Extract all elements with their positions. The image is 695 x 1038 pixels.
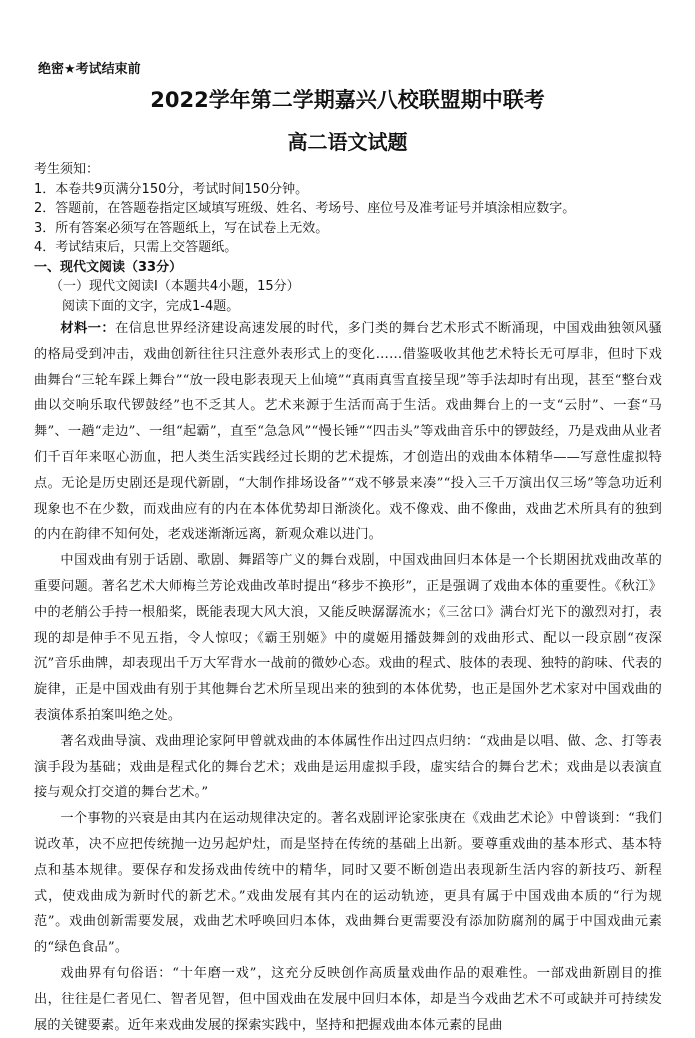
passage-paragraph: 著名戏曲导演、戏曲理论家阿甲曾就戏曲的本体属性作出过四点归纳：“戏曲是以唱、做、念、打等表演手段为基础；戏曲是程式化的舞台艺术；戏曲是运用虚拟手段，虚实结合的舞台艺术；戏曲是以表演直接与观众打交道的舞台艺术。”: [34, 733, 662, 801]
candidate-notice: [34, 160, 674, 316]
reading-passage: [34, 316, 662, 1038]
exam-title: 2022学年第二学期嘉兴八校联盟期中联考: [150, 88, 545, 112]
notice-item: 2．答题前，在答题卷指定区域填写班级、姓名、考场号、座位号及准考证号并填涂相应数字。: [34, 201, 576, 216]
passage-paragraph: 一个事物的兴衰是由其内在运动规律决定的。著名戏剧评论家张庚在《戏曲艺术论》中曾谈到：“我们说改革，决不应把传统抛一边另起炉灶，而是坚持在传统的基础上出新。要尊重戏曲的基本形式、基本特点和基本规律。要保存和发扬戏曲传统中的精华，同时又要不断创造出表现新生活内容的新技巧、新程式，使戏曲成为新时代的新艺术。”戏曲发展有其内在的运动轨迹，更具有属于中国戏曲本质的“行为规范”。戏曲创新需要发展，戏曲艺术呼唤回归本体，戏曲舞台更需要没有添加防腐剂的属于中国戏曲元素的“绿色食品”。: [34, 811, 662, 956]
passage-paragraph: 材料一：在信息世界经济建设高速发展的时代，多门类的舞台艺术形式不断涌现，中国戏曲独领风骚的格局受到冲击，戏曲创新往往只注意外表形式上的变化……借鉴吸收其他艺术特长无可厚非，但时下戏曲舞台“三轮车踩上舞台”“放一段电影表现天上仙境”“真雨真雪直接呈现”等手法却时有出现，甚至“整台戏曲以交响乐取代锣鼓经”也不乏其人。艺术来源于生活而高于生活。戏曲舞台上的一支“云肘”、一套“马舞”、一趟“走边”、一组“起霸”，直至“急急风”“慢长锤”“四击头”等戏曲音乐中的锣鼓经，乃是戏曲从业者们千百年来呕心沥血，把人类生活实践经过长期的艺术提炼，才创造出的戏曲本体精华——写意性虚拟特点。无论是历史剧还是现代新剧，“大制作排场设备”“戏不够景来凑”“投入三千万演出仅三场”等急功近利现象也不在少数，而戏曲应有的内在本体优势却日渐淡化。戏不像戏、曲不像曲，戏曲艺术所具有的独到的内在韵律不知何处，老戏迷渐渐远离，新观众难以进门。: [34, 321, 662, 543]
subsection-heading: （一）现代文阅读Ⅰ（本题共4小题，15分）: [50, 279, 300, 294]
notice-item: 3．所有答案必须写在答题纸上，写在试卷上无效。: [34, 220, 329, 236]
exam-subtitle: 高二语文试题: [287, 130, 408, 154]
passage-paragraph: 中国戏曲有别于话剧、歌剧、舞蹈等广义的舞台戏剧，中国戏曲回归本体是一个长期困扰戏曲改革的重要问题。著名艺术大师梅兰芳论戏曲改革时提出“移步不换形”，正是强调了戏曲本体的重要性。《秋江》中的老艄公手持一根船桨，既能表现大风大浪，又能反映潺潺流水；《三岔口》满台灯光下的激烈对打，表现的却是伸手不见五指，令人惊叹；《霸王别姬》中的虞姬用播鼓舞剑的戏曲形式、配以一段京剧“夜深沉”音乐曲牌，却表现出千万大军背水一战前的微妙心态。戏曲的程式、肢体的表现、独特的韵味、代表的旋律，正是中国戏曲有别于其他舞台艺术所呈现出来的独到的本体优势，也正是国外艺术家对中国戏曲的表演体系拍案叫绝之处。: [34, 553, 662, 723]
notice-item: 1．本卷共9页满分150分，考试时间150分钟。: [34, 181, 309, 197]
reading-instruction: 阅读下面的文字，完成1-4题。: [62, 298, 240, 314]
notice-item: 4．考试结束后，只需上交答题纸。: [34, 240, 238, 255]
notice-heading: 考生须知：: [34, 162, 100, 177]
confidential-mark: 绝密★考试结束前: [38, 62, 141, 77]
material-label: 材料一：: [60, 321, 116, 336]
section-heading: 一、现代文阅读（33分）: [34, 259, 183, 275]
passage-paragraph: 戏曲界有句俗语：“十年磨一戏”，这充分反映创作高质量戏曲作品的艰难性。一部戏曲新剧目的推出，往往是仁者见仁、智者见智，但中国戏曲在发展中回归本体，却是当今戏曲艺术不可或缺并可持续发展的关键要素。近年来戏曲发展的探索实践中，坚持和把握戏曲本体元素的昆曲: [34, 965, 662, 1033]
